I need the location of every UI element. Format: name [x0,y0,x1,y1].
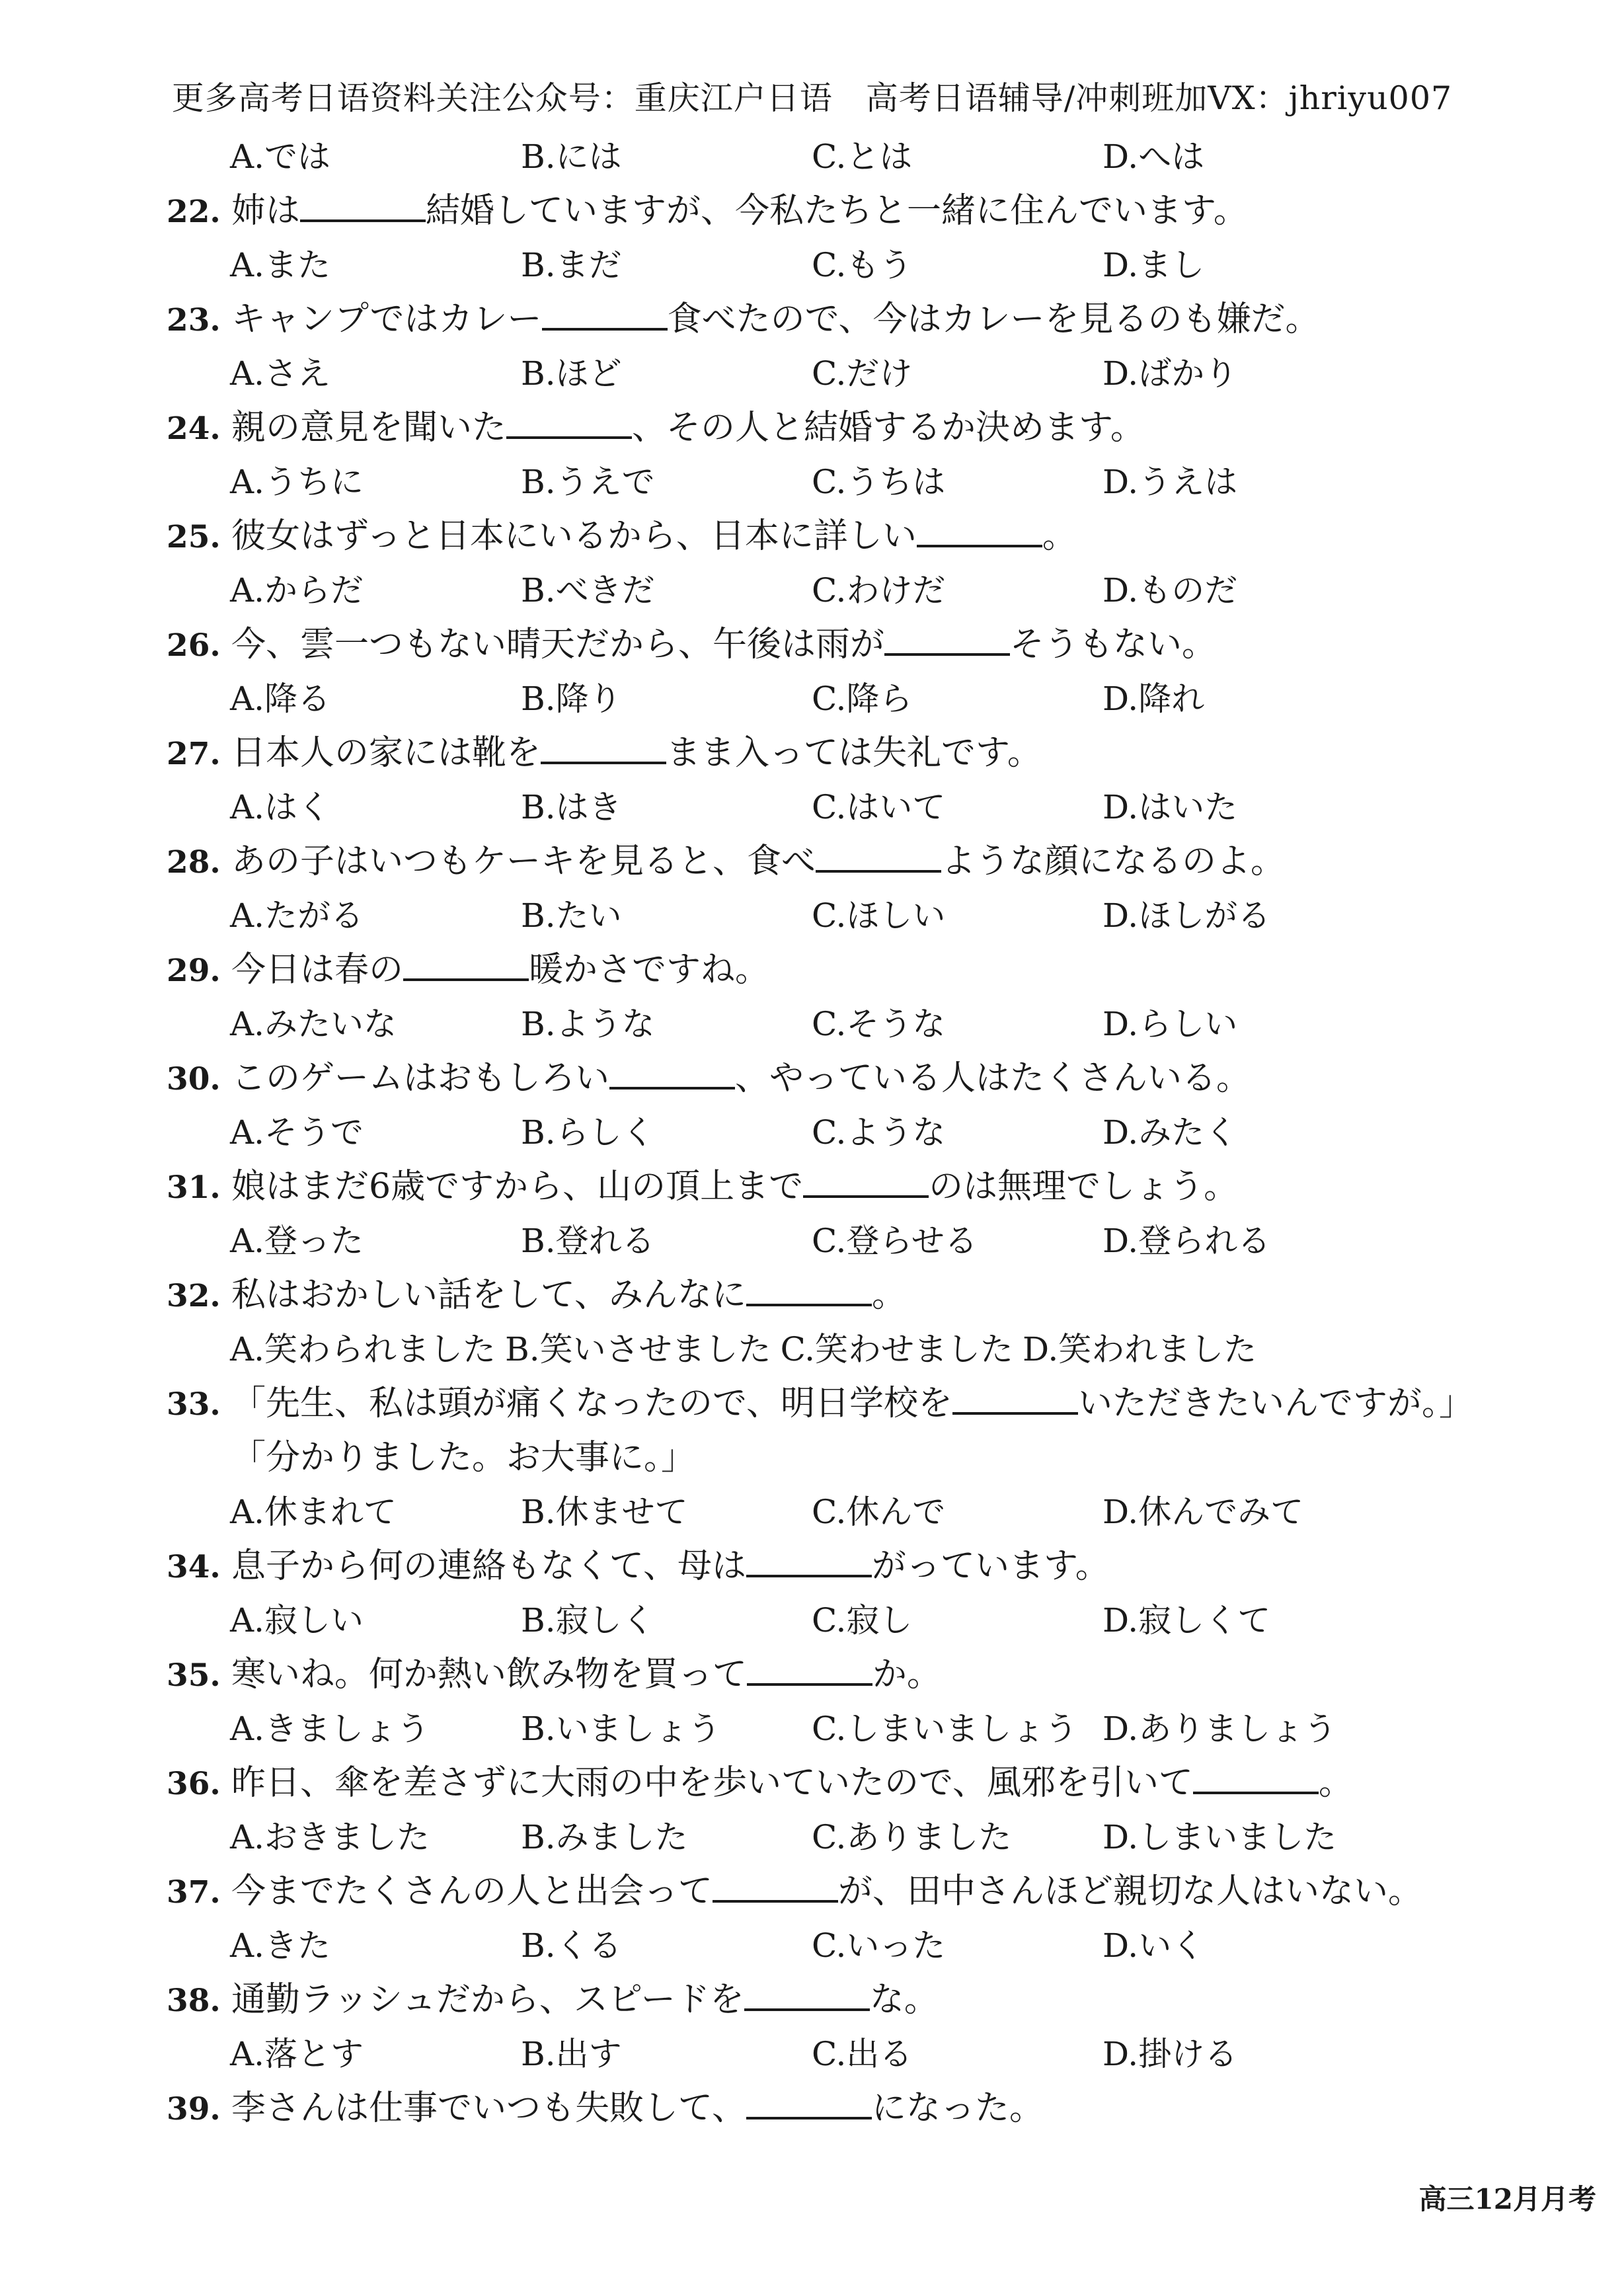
question-text-after: 。 [871,1275,906,1315]
question-text-before: 李さんは仕事でいつも失敗して、 [231,2088,746,2128]
question-number: 34. [167,1549,221,1585]
option-a: A.降る [230,680,331,718]
option-b: B.ほど [521,354,622,393]
question-text-after: 食べたので、今はカレーを見るのも嫌だ。 [667,299,1320,339]
question-number: 33. [167,1386,221,1423]
option-c: C.笑わせました [780,1330,1014,1368]
option-c: C.登らせる [812,1222,978,1260]
option-b: B.うえで [521,463,655,501]
question-text-before: 姉は [231,191,301,231]
option-b: B.笑いさせました [505,1330,771,1368]
option-b: B.みました [521,1818,688,1856]
question-number: 27. [167,736,221,772]
option-c: C.降ら [812,680,913,718]
option-a: A.では [230,138,331,176]
answer-blank [609,1059,735,1089]
answer-blank [1193,1764,1319,1794]
question-text-after: いただきたいんですが。」 [1077,1384,1473,1423]
question-text-before: 通勤ラッシュだから、スピードを [231,1980,744,2020]
question-stem [167,401,1489,455]
question-stem [167,1160,1489,1214]
option-d: D.ありましょう [1102,1710,1337,1748]
option-c: C.そうな [812,1005,946,1043]
option-a: A.きた [230,1926,331,1965]
question-text-after: ような顔になるのよ。 [941,842,1286,881]
answer-blank [713,1872,838,1903]
option-b: B.ような [521,1005,655,1043]
question-text-after: 結婚していますが、今私たちと一緒に住んでいます。 [426,191,1248,231]
option-c: C.ほしい [812,896,946,935]
options-row [167,1919,1489,1973]
option-d: D.うえは [1102,463,1238,501]
option-b: B.には [521,138,622,176]
option-d: D.掛ける [1102,2035,1238,2073]
option-d: D.まし [1102,246,1205,284]
question-stem [167,2081,1489,2135]
question-stem [167,1539,1489,1593]
question-number: 31. [167,1169,221,1206]
answer-blank [746,2089,872,2119]
question-stem [167,1973,1489,2027]
option-c: C.ような [812,1113,946,1152]
answer-blank [884,625,1010,656]
option-b: B.はき [521,788,622,826]
question-text-before: 息子から何の連絡もなくて、母は [231,1546,746,1586]
question-text-before: 娘はまだ6歳ですから、山の頂上まで [231,1167,804,1207]
options-row [167,1810,1489,1864]
question-text-after: か。 [872,1655,942,1694]
question-text-before: 今、雲一つもない晴天だから、午後は雨が [231,625,885,664]
option-b: B.まだ [521,246,622,284]
question-number: 37. [167,1874,221,1911]
option-a: A.みたいな [230,1005,397,1043]
option-c: C.だけ [812,354,913,393]
question-text-after: 。 [1318,1763,1353,1803]
option-b: B.休ませて [521,1493,688,1531]
question-stem [167,1647,1489,1702]
option-c: C.しまいましょう [812,1710,1078,1748]
question-stem [167,1268,1489,1322]
option-b: B.降り [521,680,622,718]
option-b: B.くる [521,1926,622,1965]
question-text-before: 彼女はずっと日本にいるから、日本に詳しい [231,516,917,556]
question-text-after: 。 [1042,516,1077,556]
question-text-after: まま入っては失礼です。 [666,733,1042,773]
question-number: 39. [167,2091,221,2127]
question-text-before: 寒いね。何か熱い飲み物を買って [231,1655,748,1694]
question-stem [167,834,1489,889]
question-text-before: 今日は春の [231,950,404,990]
option-a: A.落とす [230,2035,364,2073]
answer-blank [744,1981,870,2011]
option-a: A.うちに [230,463,364,501]
question-text-after: 、やっている人はたくさんいる。 [735,1058,1251,1098]
option-c: C.もう [812,246,913,284]
option-a: A.からだ [230,571,364,610]
question-text-after: な。 [869,1980,939,2020]
question-text-after: 暖かさですね。 [529,950,770,990]
question-number: 38. [167,1983,221,2019]
question-number: 30. [167,1061,221,1097]
question-stem [167,1756,1489,1810]
question-number: 26. [167,627,221,664]
option-a: A.はく [230,788,331,826]
question-text-before: 今までたくさんの人と出会って [231,1872,713,1911]
option-d: D.しまいました [1102,1818,1337,1856]
options-row [167,780,1489,834]
answer-blank [952,1384,1078,1415]
question-text-before: キャンプではカレー [231,299,542,339]
option-d: D.いく [1102,1926,1205,1965]
option-d: D.ばかり [1102,354,1238,393]
questions-container [167,184,1489,2135]
option-b: B.らしく [521,1113,655,1152]
question-stem [167,943,1489,997]
option-c: C.ありました [812,1818,1012,1856]
question-continuation: 「分かりました。お大事に。」 [231,1438,696,1478]
option-b: B.たい [521,896,622,935]
page-header: 更多高考日语资料关注公众号：重庆江户日语 高考日语辅导/冲刺班加VX：jhriyu007 [171,79,1453,117]
question-number: 29. [167,953,221,989]
option-a: A.おきました [230,1818,430,1856]
question-stem [167,726,1489,780]
question-text-after: そうもない。 [1010,625,1217,664]
question-stem [167,509,1489,563]
question-text-before: 日本人の家には靴を [231,733,541,773]
option-a: A.休まれて [230,1493,397,1531]
question-text-before: 私はおかしい話をして、みんなに [231,1275,746,1315]
answer-blank [542,300,668,331]
options-row [167,238,1489,292]
option-a: A.また [230,246,331,284]
question-text-after: になった。 [871,2088,1044,2128]
question-number: 35. [167,1657,221,1694]
question-stem [167,1376,1489,1431]
option-b: B.出す [521,2035,622,2073]
options-row [167,1214,1489,1268]
answer-blank [403,951,529,981]
options-row [167,2027,1489,2081]
answer-blank [541,734,666,764]
answer-blank [816,842,941,873]
answer-blank [746,1547,872,1577]
answer-blank [803,1168,929,1198]
question-text-after: が、田中さんほど親切な人はいない。 [838,1872,1423,1911]
options-row [167,1105,1489,1160]
page-footer: 高三12月月考 [1418,2183,1596,2215]
option-d: D.みたく [1102,1113,1238,1152]
option-d: D.降れ [1102,680,1205,718]
question-number: 32. [167,1278,221,1314]
question-stem [167,184,1489,238]
answer-blank [747,1655,872,1686]
options-row [167,997,1489,1051]
option-a: A.寂しい [230,1601,364,1640]
question-number: 25. [167,519,221,555]
option-b: B.いましょう [521,1710,721,1748]
question-stem [167,617,1489,672]
option-d: D.らしい [1102,1005,1238,1043]
question-stem [167,1864,1489,1919]
question-list [167,130,1489,2135]
options-row-21 [167,130,1489,184]
option-a: A.登った [230,1222,364,1260]
question-text-before: あの子はいつもケーキを見ると、食べ [231,842,816,881]
option-c: C.とは [812,138,913,176]
question-text-before: 「先生、私は頭が痛くなったので、明日学校を [231,1384,952,1423]
option-d: D.はいた [1102,788,1238,826]
question-text-after: がっています。 [871,1546,1110,1586]
question-stem [167,292,1489,346]
option-d: D.休んでみて [1102,1493,1304,1531]
option-c: C.休んで [812,1493,946,1531]
question-number: 23. [167,302,221,338]
option-c: C.出る [812,2035,913,2073]
answer-blank [506,409,632,439]
question-number: 24. [167,411,221,447]
option-a: A.笑わられました [230,1330,496,1368]
options-row [167,455,1489,509]
options-row [167,563,1489,617]
question-number: 22. [167,194,221,230]
answer-blank [917,517,1042,547]
option-c: C.うちは [812,463,946,501]
question-text-after: のは無理でしょう。 [929,1167,1239,1207]
option-b: B.登れる [521,1222,655,1260]
question-text-before: 昨日、傘を差さずに大雨の中を歩いていたので、風邪を引いて [231,1763,1193,1803]
option-d: D.ほしがる [1102,896,1271,935]
option-a: A.そうで [230,1113,364,1152]
options-row [167,346,1489,401]
options-row [167,672,1489,726]
question-number: 36. [167,1766,221,1802]
option-d: D.ものだ [1102,571,1238,610]
option-c: C.はいて [812,788,946,826]
option-a: A.きましょう [230,1710,430,1748]
question-text-after: 、その人と結婚するか決めます。 [632,408,1145,448]
option-c: C.寂し [812,1601,913,1640]
option-c: C.いった [812,1926,946,1965]
options-row [167,889,1489,943]
option-d: D.へは [1102,138,1205,176]
options-row [167,1322,1489,1376]
answer-blank [300,192,426,222]
options-row [167,1485,1489,1539]
option-d: D.寂しくて [1102,1601,1271,1640]
option-b: B.寂しく [521,1601,655,1640]
option-b: B.べきだ [521,571,655,610]
options-row [167,1593,1489,1647]
option-d: D.笑われました [1023,1330,1257,1368]
answer-blank [746,1276,872,1306]
option-a: A.たがる [230,896,364,935]
option-a: A.さえ [230,354,331,393]
question-stem [167,1051,1489,1105]
option-d: D.登られる [1102,1222,1271,1260]
option-c: C.わけだ [812,571,946,610]
question-text-before: このゲームはおもしろい [231,1058,610,1098]
question-text-before: 親の意見を聞いた [231,408,507,448]
options-row [167,1702,1489,1756]
question-number: 28. [167,844,221,881]
